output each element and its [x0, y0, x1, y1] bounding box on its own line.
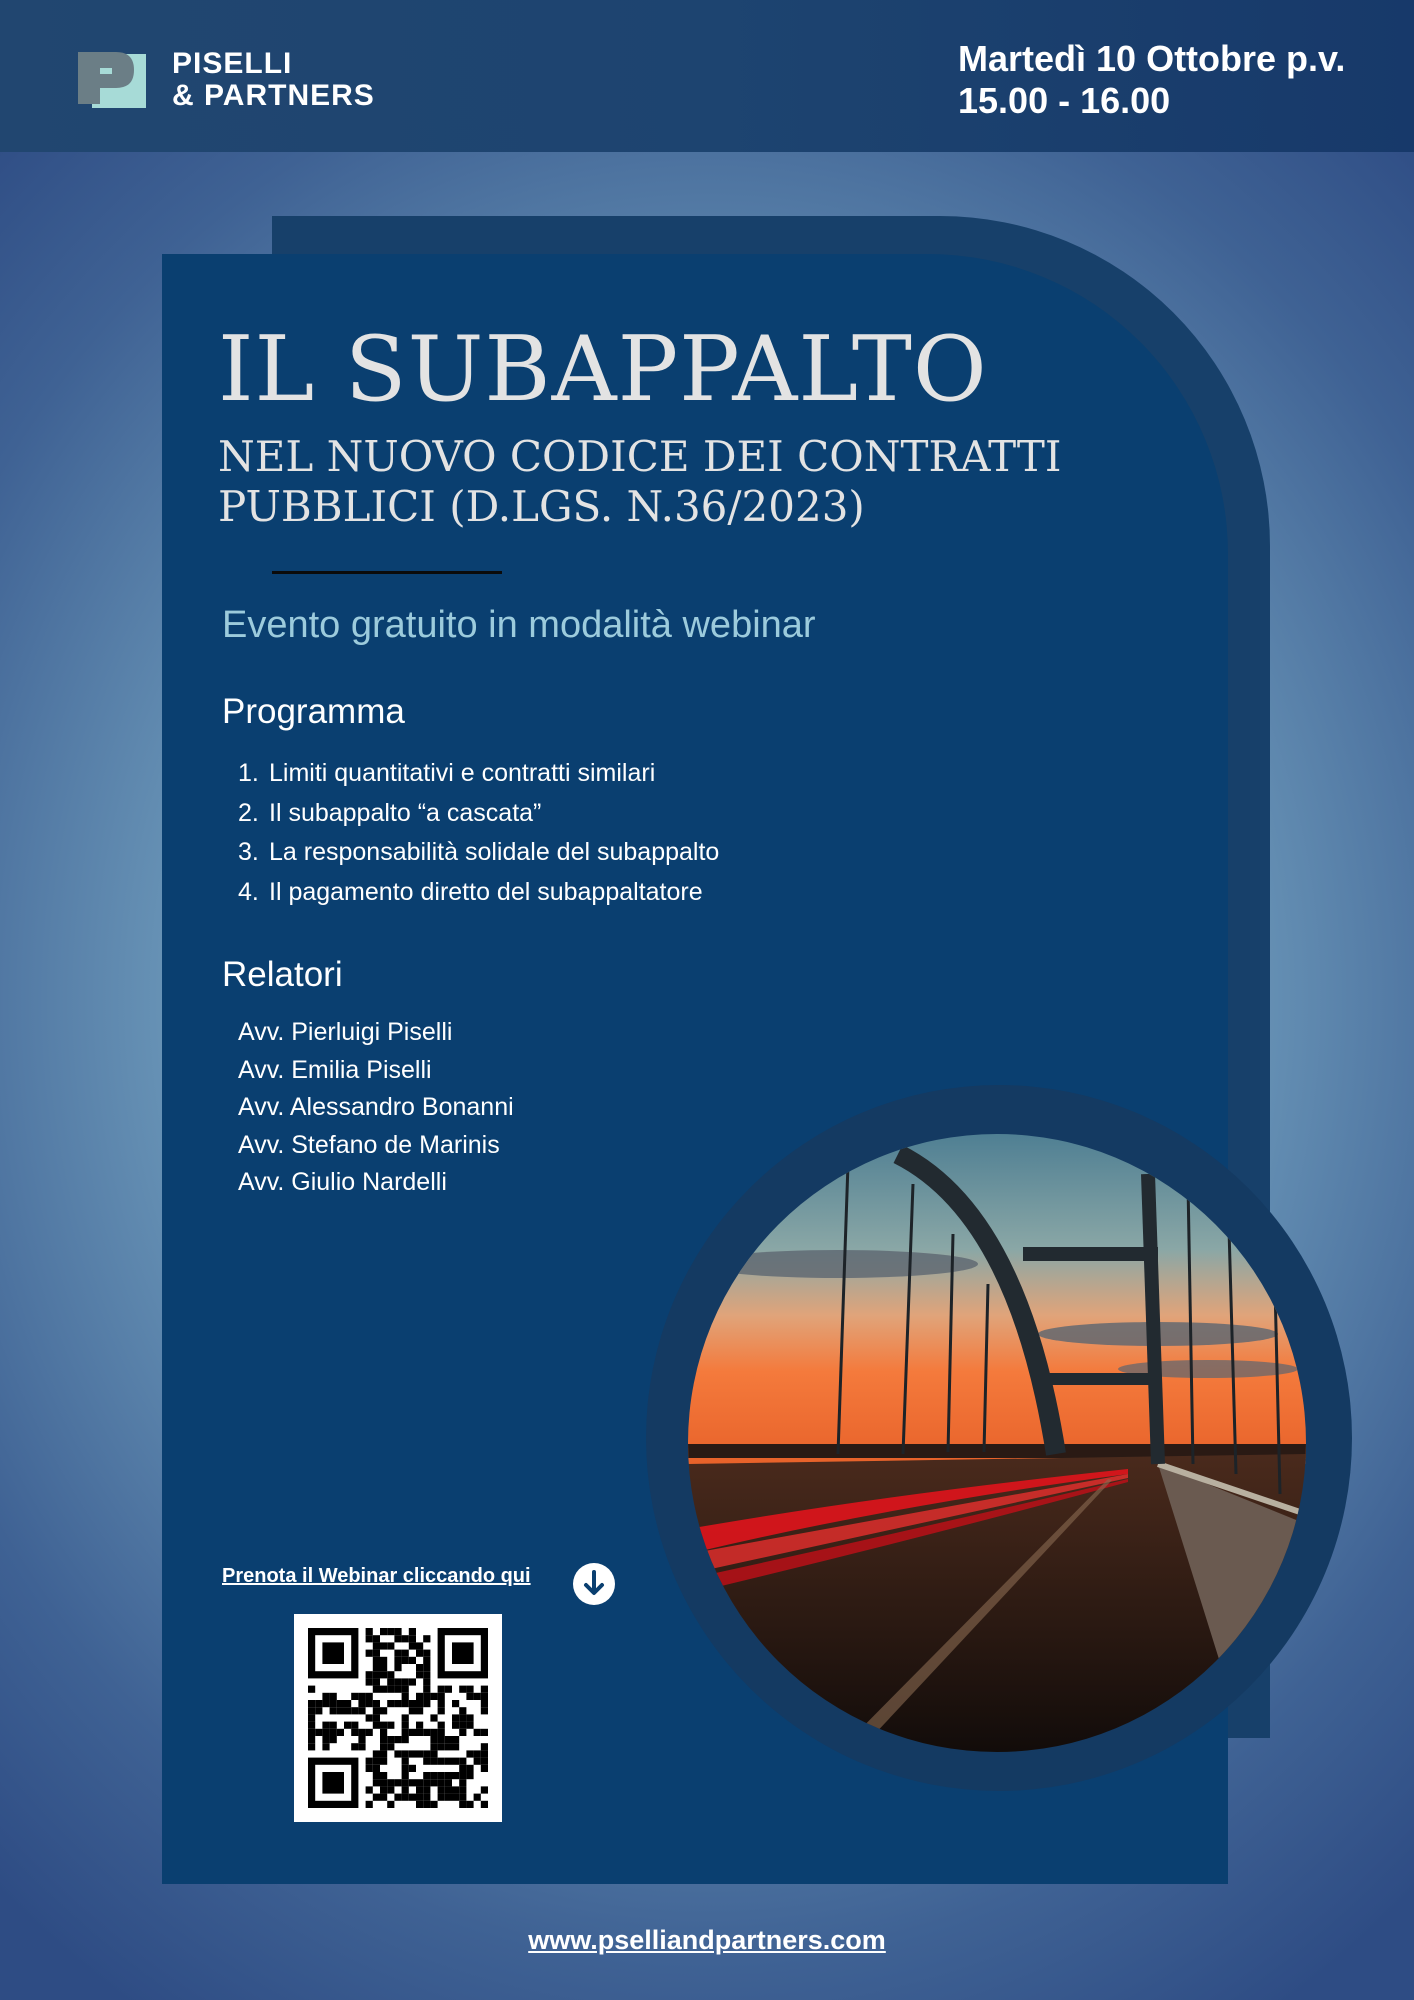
program-item-number: 3. — [238, 838, 259, 866]
logo-icon — [78, 50, 148, 110]
book-webinar-link[interactable]: Prenota il Webinar cliccando qui — [222, 1565, 531, 1587]
logo-line-2: & PARTNERS — [172, 79, 375, 112]
arrow-down-circle-icon[interactable] — [572, 1562, 616, 1606]
subtitle-line-1: NEL NUOVO CODICE DEI CONTRATTI — [218, 432, 1062, 481]
logo-line-1: PISELLI — [172, 47, 293, 80]
speakers-list — [238, 1014, 514, 1202]
speaker-item: Avv. Stefano de Marinis — [238, 1130, 500, 1159]
program-item-text: La responsabilità solidale del subappalto — [269, 838, 720, 866]
event-tagline: Evento gratuito in modalità webinar — [222, 604, 816, 646]
program-item — [238, 873, 719, 913]
qr-code-icon — [294, 1614, 502, 1822]
program-item — [238, 833, 719, 873]
title-divider — [272, 571, 502, 574]
page-subtitle — [218, 432, 1062, 532]
page-title: IL SUBAPPALTO — [218, 317, 988, 422]
subtitle-line-2: PUBBLICI (D.LGS. N.36/2023) — [218, 482, 865, 531]
header-bar — [0, 0, 1414, 152]
logo-wordmark — [172, 48, 375, 112]
program-heading: Programma — [222, 692, 405, 731]
program-item — [238, 794, 719, 834]
event-date: Martedì 10 Ottobre p.v. — [958, 38, 1346, 79]
speaker-item: Avv. Pierluigi Piselli — [238, 1018, 453, 1046]
program-item-text: Il subappalto “a cascata” — [269, 798, 542, 827]
event-time: 15.00 - 16.00 — [958, 80, 1171, 121]
speaker-item: Avv. Alessandro Bonanni — [238, 1093, 514, 1121]
bridge-photo — [688, 1134, 1306, 1752]
speaker-item: Avv. Emilia Piselli — [238, 1055, 432, 1084]
program-item-number: 2. — [238, 798, 259, 827]
event-date-time — [958, 38, 1345, 122]
program-item — [238, 754, 719, 794]
speaker-item: Avv. Giulio Nardelli — [238, 1168, 447, 1196]
footer-website-link[interactable]: www.pselliandpartners.com — [528, 1925, 886, 1955]
speakers-heading: Relatori — [222, 955, 343, 994]
program-item-number: 4. — [238, 877, 259, 906]
program-item-text: Il pagamento diretto del subappaltatore — [269, 877, 703, 906]
program-item-text: Limiti quantitativi e contratti similari — [269, 759, 656, 787]
program-item-number: 1. — [238, 759, 259, 787]
qr-code[interactable] — [294, 1614, 502, 1822]
program-list — [238, 754, 719, 912]
